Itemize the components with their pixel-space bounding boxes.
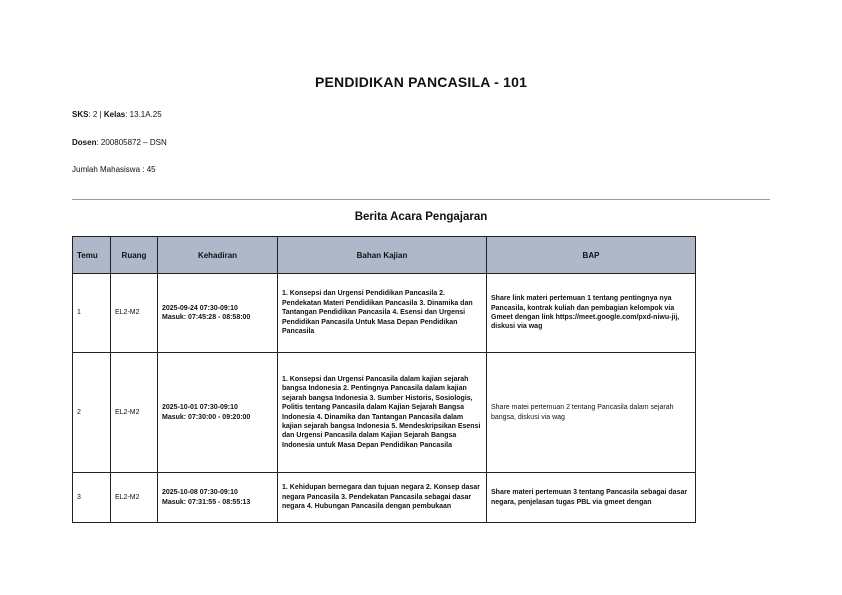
kelas-label: Kelas: [103, 110, 126, 119]
cell-ruang: EL2-M2: [111, 274, 158, 353]
jumlah-mahasiswa: Jumlah Mahasiswa : 45: [72, 165, 156, 174]
table-header-row: [73, 237, 696, 274]
cell-bahan-kajian: 1. Konsepsi dan Urgensi Pendidikan Pancasila 2. Pendekatan Materi Pendidikan Pancasila 3. Dinamika dan Tantangan Pendidikan Pancasila 4. Esensi dan Urgensi Pendidikan Pancasila Untuk Masa Depan Pendidikan Pancasila: [278, 274, 487, 353]
col-header-kehadiran: Kehadiran: [158, 237, 278, 274]
table-row: [73, 353, 696, 473]
kehadiran-masuk: Masuk: 07:30:00 - 09:20:00: [162, 413, 251, 421]
dosen-line: [72, 138, 167, 147]
cell-ruang: EL2-M2: [111, 353, 158, 473]
bap-table: [72, 236, 696, 523]
sks-kelas-line: [72, 110, 162, 119]
dosen-value: : 200805872 – DSN: [96, 138, 167, 147]
cell-bahan-kajian: 1. Kehidupan bernegara dan tujuan negara 2. Konsep dasar negara Pancasila 3. Pendekatan Pancasila sebagai dasar negara 4. Hubungan Pancasila dengan pembukaan: [278, 473, 487, 523]
dosen-label: Dosen: [72, 138, 97, 147]
col-header-bahan-kajian: Bahan Kajian: [278, 237, 487, 274]
page-title: PENDIDIKAN PANCASILA - 101: [314, 74, 528, 90]
kehadiran-jadwal: 2025-10-08 07:30-09:10: [162, 489, 238, 497]
cell-temu: 1: [73, 274, 111, 353]
sks-label: SKS: [72, 110, 89, 119]
col-header-ruang: Ruang: [111, 237, 158, 274]
cell-bahan-kajian: 1. Konsepsi dan Urgensi Pancasila dalam kajian sejarah bangsa Indonesia 2. Pentingnya Pancasila dalam kajian sejarah bangsa Indonesia 3. Sumber Historis, Sosiologis, Politis tentang Pancasila dalam Kajian Sejarah Bangsa Indonesia 4. Dinamika dan Tantangan Pancasila dalam kajian sejarah bangsa Indonesia 5. Mendeskripsikan Esensi dan Urgensi Pancasila dalam Kajian Sejarah Bangsa Indonesia untuk Masa Depan Pendidikan Pancasila: [278, 353, 487, 473]
cell-kehadiran: [158, 473, 278, 523]
cell-temu: 2: [73, 353, 111, 473]
cell-ruang: EL2-M2: [111, 473, 158, 523]
cell-kehadiran: [158, 274, 278, 353]
kelas-value: : 13.1A.25: [125, 110, 162, 119]
cell-bap: Share materi pertemuan 3 tentang Pancasila sebagai dasar negara, penjelasan tugas PBL via gmeet dengan: [487, 473, 696, 523]
cell-temu: 3: [73, 473, 111, 523]
kehadiran-masuk: Masuk: 07:31:55 - 08:55:13: [162, 498, 251, 506]
divider: [72, 199, 770, 200]
kehadiran-masuk: Masuk: 07:45:28 - 08:58:00: [162, 314, 251, 321]
table-row: [73, 274, 696, 353]
col-header-temu: Temu: [73, 237, 111, 274]
col-header-bap: BAP: [487, 237, 696, 274]
kehadiran-jadwal: 2025-10-01 07:30-09:10: [162, 404, 238, 412]
kehadiran-jadwal: 2025-09-24 07:30-09:10: [162, 304, 238, 312]
sks-value: : 2 |: [88, 110, 104, 119]
section-title: Berita Acara Pengajaran: [354, 211, 488, 223]
cell-bap: Share link materi pertemuan 1 tentang pentingnya nya Pancasila, kontrak kuliah dan pembagian kelompok via Gmeet dengan link https://meet.google.com/pxd-niwu-jij, diskusi via wag: [487, 274, 696, 353]
cell-bap: Share matei pertemuan 2 tentang Pancasila dalam sejarah bangsa, diskusi via wag: [487, 353, 696, 473]
cell-kehadiran: [158, 353, 278, 473]
table-row: [73, 473, 696, 523]
